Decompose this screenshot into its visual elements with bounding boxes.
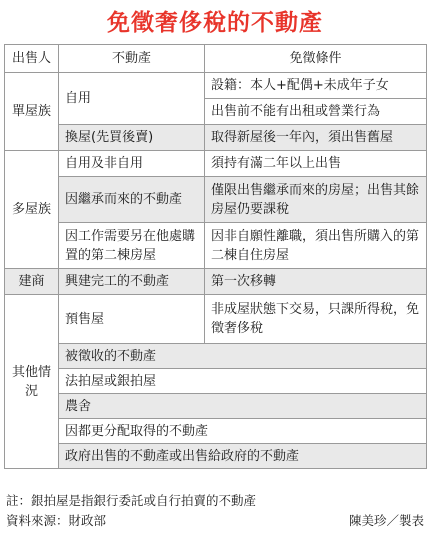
row-property: 被徵收的不動產 [59, 344, 427, 369]
row-condition: 僅限出售繼承而來的房屋；出售其餘房屋仍要課稅 [205, 177, 427, 223]
row-property: 農舍 [59, 394, 427, 419]
table-row [5, 73, 427, 99]
row-condition: 設籍：本人+配偶+未成年子女 [205, 73, 427, 99]
group-other: 其他情況 [5, 295, 59, 469]
source-text: 資料來源：財政部 [6, 513, 107, 528]
table-row [5, 269, 427, 295]
row-condition: 須持有滿二年以上出售 [205, 151, 427, 177]
footnote-text: 註：銀拍屋是指銀行委託或自行拍賣的不動產 [6, 493, 257, 508]
header-conditions: 免徵條件 [205, 45, 427, 73]
row-condition: 出售前不能有出租或營業行為 [205, 99, 427, 125]
row-condition: 非成屋狀態下交易，只課所得稅，免徵奢侈稅 [205, 295, 427, 344]
row-property: 興建完工的不動產 [59, 269, 205, 295]
source-row [6, 511, 424, 531]
table-row [5, 344, 427, 369]
row-property: 預售屋 [59, 295, 205, 344]
row-property: 因繼承而來的不動產 [59, 177, 205, 223]
row-property: 政府出售的不動產或出售給政府的不動產 [59, 444, 427, 469]
table-row [5, 125, 427, 151]
table-row [5, 444, 427, 469]
table-row [5, 295, 427, 344]
row-property: 換屋(先買後賣) [59, 125, 205, 151]
table-row [5, 394, 427, 419]
table-row [5, 151, 427, 177]
table-row [5, 419, 427, 444]
group-builder: 建商 [5, 269, 59, 295]
table-row [5, 177, 427, 223]
row-condition: 第一次移轉 [205, 269, 427, 295]
tax-exemption-table [4, 44, 427, 469]
row-property: 因都更分配取得的不動產 [59, 419, 427, 444]
table-row [5, 223, 427, 269]
title-bar [0, 0, 430, 40]
row-property: 因工作需要另在他處購置的第二棟房屋 [59, 223, 205, 269]
row-condition: 取得新屋後一年內，須出售舊屋 [205, 125, 427, 151]
row-condition: 因非自願性離職，須出售所購入的第二棟自住房屋 [205, 223, 427, 269]
row-property: 自用 [59, 73, 205, 125]
group-multi: 多屋族 [5, 151, 59, 269]
credit-text: 陳美珍／製表 [348, 513, 424, 528]
row-property: 自用及非自用 [59, 151, 205, 177]
table-row [5, 369, 427, 394]
header-seller: 出售人 [5, 45, 59, 73]
group-single: 單屋族 [5, 73, 59, 151]
table-header-row [5, 45, 427, 73]
header-property: 不動產 [59, 45, 205, 73]
page-title: 免徵奢侈稅的不動產 [107, 9, 323, 36]
row-property: 法拍屋或銀拍屋 [59, 369, 427, 394]
footnotes [6, 491, 424, 531]
footnote-row [6, 491, 424, 511]
